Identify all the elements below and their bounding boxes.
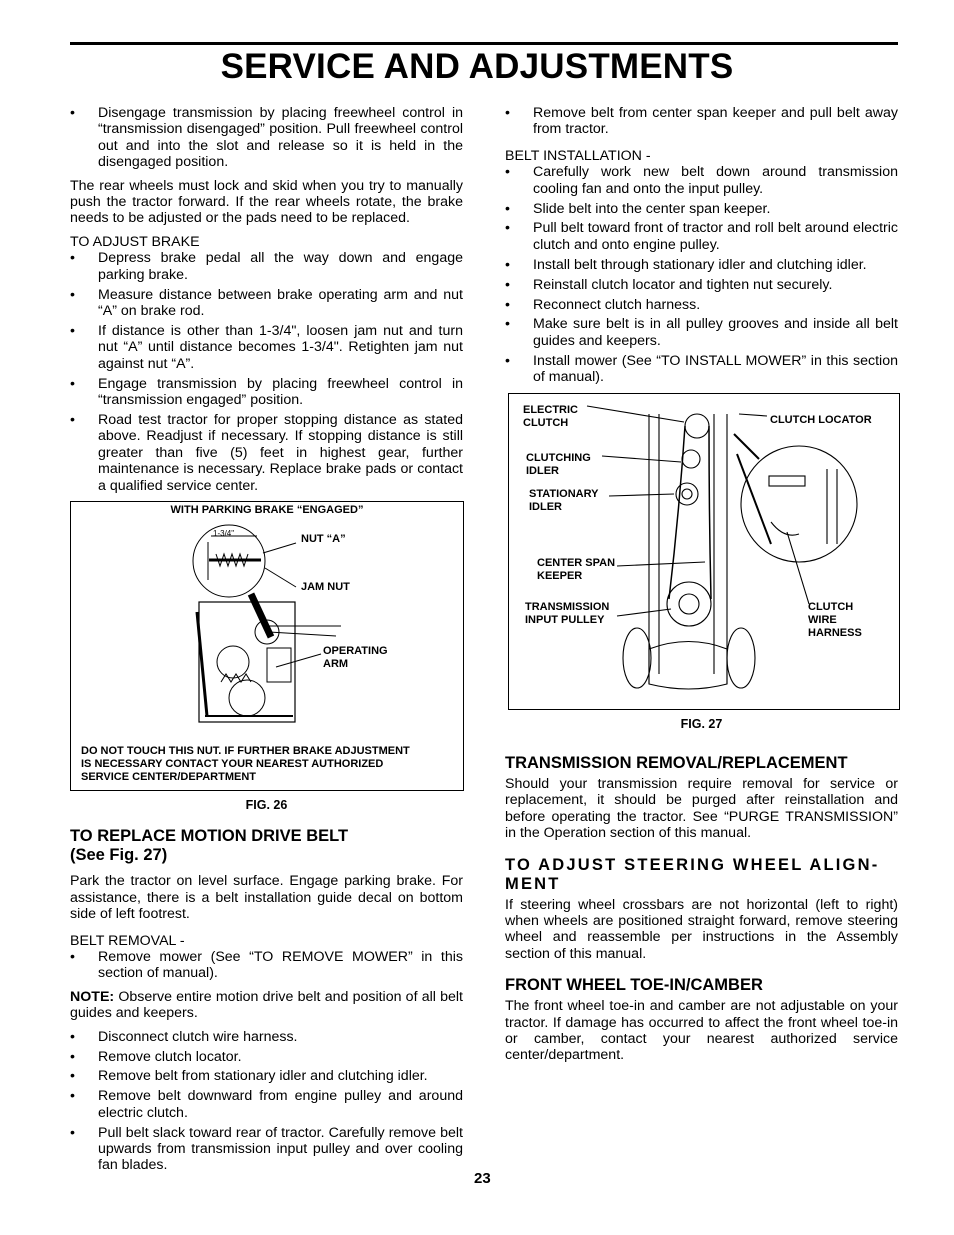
center-span-line-1: CENTER SPAN [537,556,616,569]
clutch-wire-line-3: HARNESS [808,626,862,639]
fig26-caption: FIG. 26 [245,797,288,812]
belt-removal-list-b [70,1029,463,1174]
figure-26 [70,501,464,791]
warning-line-3: SERVICE CENTER/DEPARTMENT [81,770,257,783]
steering-heading-line-1: TO ADJUST STEERING WHEEL ALIGN- [505,855,880,874]
note-label: NOTE: [70,988,115,1005]
list-item: • Depress brake pedal all the way down and engage parking brake. [70,250,463,283]
belt-install-list [505,164,898,385]
operating-arm-label [323,645,388,671]
list-item: • Install mower (See “TO INSTALL MOWER” in this section of manual). [505,353,898,386]
list-item: • Disengage transmission by placing freewheel control in “transmission disengaged” position. Pull freewheel control out and into the slot and release so it is held in the disengaged position. [70,105,463,171]
top-bullet-list [505,105,898,138]
adjust-brake-list [70,250,463,494]
dimension-label: 1-3/4" [213,528,235,538]
list-item: • Slide belt into the center span keeper. [505,201,898,217]
left-column [70,105,463,1181]
toe-in-heading: FRONT WHEEL TOE-IN/CAMBER [505,976,763,995]
warning-line-2: IS NECESSARY CONTACT YOUR NEAREST AUTHORIZED [81,757,384,770]
fig26-warning [81,745,459,784]
center-span-line-2: KEEPER [537,569,583,582]
belt-install-label: BELT INSTALLATION - [505,147,651,164]
belt-heading [70,827,463,865]
jam-nut-label: JAM NUT [301,580,350,593]
list-item: • Make sure belt is in all pulley grooves and inside all belt guides and keepers. [505,316,898,349]
steering-heading [505,856,898,894]
stationary-idler-label [529,488,598,514]
belt-routing-drawing [509,394,899,709]
fig27-caption: FIG. 27 [680,716,723,731]
belt-heading-line-2: (See Fig. 27) [70,846,168,865]
belt-paragraph: Park the tractor on level surface. Engage parking brake. For assistance, there is a belt installation guide decal on bottom side of left footrest. [70,873,463,923]
list-item: • Measure distance between brake operating arm and nut “A” on brake rod. [70,287,463,320]
warning-line-1: DO NOT TOUCH THIS NUT. IF FURTHER BRAKE ADJUSTMENT [81,744,410,757]
trans-input-line-1: TRANSMISSION [525,600,610,613]
steering-heading-line-2: MENT [505,874,561,893]
list-item: • Remove mower (See “TO REMOVE MOWER” in this section of manual). [70,949,463,982]
transmission-heading: TRANSMISSION REMOVAL/REPLACEMENT [505,754,848,772]
belt-heading-line-1: TO REPLACE MOTION DRIVE BELT [70,827,349,846]
trans-input-line-2: INPUT PULLEY [525,613,605,626]
center-span-keeper-label [537,557,615,583]
electric-clutch-line-1: ELECTRIC [523,403,578,416]
clutch-wire-line-2: WIRE [808,613,837,626]
clutch-wire-harness-label [808,601,862,640]
list-item: • Install belt through stationary idler and clutching idler. [505,257,898,273]
belt-removal-list-a [70,949,463,982]
list-item: • Carefully work new belt down around transmission cooling fan and onto the input pulley. [505,164,898,197]
note-paragraph [70,989,463,1022]
clutching-idler-label [526,452,591,478]
stationary-idler-line-1: STATIONARY [529,487,599,500]
clutching-idler-line-2: IDLER [526,464,559,477]
page-title: SERVICE AND ADJUSTMENTS [220,47,734,86]
nut-a-label: NUT “A” [301,532,346,545]
right-column [505,105,898,1071]
list-item: • Remove belt from center span keeper and pull belt away from tractor. [505,105,898,138]
list-item: • Disconnect clutch wire harness. [70,1029,463,1045]
list-item: • Pull belt slack toward rear of tractor. Carefully remove belt upwards from transmission input pulley and over cooling fan blades. [70,1125,463,1174]
transmission-input-pulley-label [525,601,609,627]
list-item: • Remove belt from stationary idler and clutching idler. [70,1068,463,1084]
list-item: • Remove belt downward from engine pulley and around electric clutch. [70,1088,463,1121]
list-item: • Reconnect clutch harness. [505,297,898,313]
electric-clutch-line-2: CLUTCH [523,416,569,429]
stationary-idler-line-2: IDLER [529,500,562,513]
list-item: • If distance is other than 1-3/4", loosen jam nut and turn nut “A” until distance becomes 1-3/4". Retighten jam nut against nut “A”. [70,323,463,372]
list-item: • Road test tractor for proper stopping distance as stated above. Readjust if necessary. If stopping distance is still greater than five (5) feet in highest gear, further maintenance is necessary. Replace brake pads or contact a qualified service center. [70,412,463,494]
intro-paragraph: The rear wheels must lock and skid when you try to manually push the tractor forward. If the rear wheels rotate, the brake needs to be adjusted or the pads need to be replaced. [70,177,463,227]
list-item: • Remove clutch locator. [70,1049,463,1065]
transmission-paragraph: Should your transmission require removal for service or replacement, it should be purged after reinstallation and before operating the tractor. See “PURGE TRANSMISSION” in the Operation section of this manual. [505,776,898,842]
clutch-locator-label: CLUTCH LOCATOR [770,413,872,426]
clutching-idler-line-1: CLUTCHING [526,451,591,464]
fig26-title: WITH PARKING BRAKE “ENGAGED” [170,503,364,516]
steering-paragraph: If steering wheel crossbars are not horizontal (left to right) when wheels are positioned straight forward, remove steering wheel and reassemble per instructions in the Assembly section of this manual. [505,896,898,962]
figure-27 [508,393,900,710]
operating-arm-line-1: OPERATING [323,644,388,657]
belt-removal-label: BELT REMOVAL - [70,932,185,949]
page-number: 23 [474,1170,491,1187]
adjust-brake-label: TO ADJUST BRAKE [70,233,200,250]
toe-in-paragraph: The front wheel toe-in and camber are not adjustable on your tractor. If damage has occurred to affect the front wheel toe-in or camber, contact your nearest authorized service center/department. [505,998,898,1064]
list-item: • Reinstall clutch locator and tighten nut securely. [505,277,898,293]
intro-bullet-list [70,105,463,171]
operating-arm-line-2: ARM [323,657,349,670]
list-item: • Engage transmission by placing freewheel control in “transmission engaged” position. [70,376,463,409]
list-item: • Pull belt toward front of tractor and roll belt around electric clutch and onto engine pulley. [505,220,898,253]
clutch-wire-line-1: CLUTCH [808,600,854,613]
electric-clutch-label [523,404,578,430]
note-text: Observe entire motion drive belt and position of all belt guides and keepers. [70,988,463,1022]
